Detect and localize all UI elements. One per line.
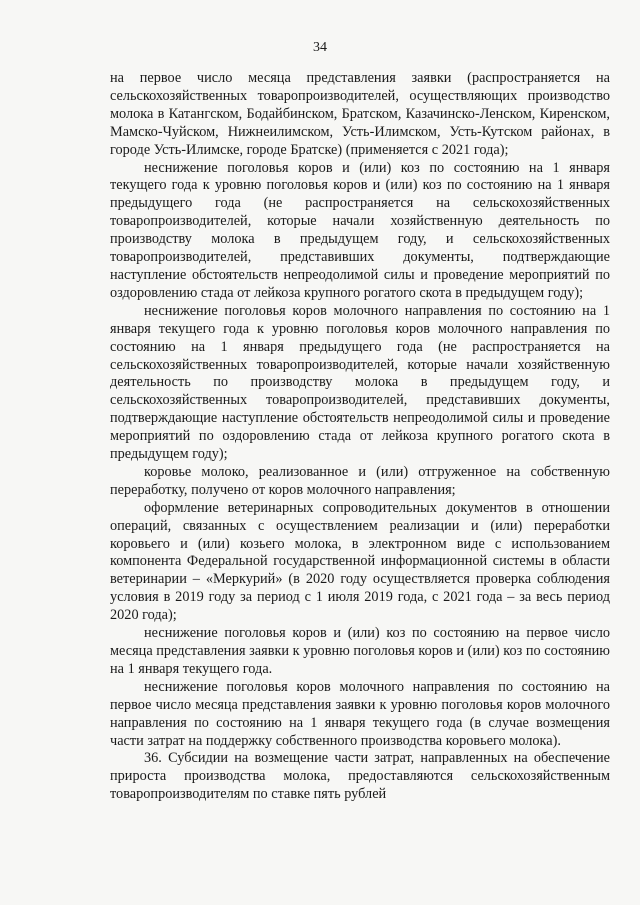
paragraph-1: на первое число месяца представления заявки (распространяется на сельскохозяйственных товаропроизводителей, осуществляющих производство молока в Катангском, Бодайбинском, Братском, Казачинско-Ленском, Киренском, Мамско-Чуйском, Нижнеилимском, Усть-Илимском, Усть-Кутском районах, в городе Усть-Илимске, городе Братске) (применяется с 2021 года);: [110, 70, 610, 158]
paragraph-6: неснижение поголовья коров и (или) коз по состоянию на первое число месяца представления заявки к уровню поголовья коров и (или) коз по состоянию на 1 января текущего года.: [110, 625, 610, 677]
paragraph-5: оформление ветеринарных сопроводительных документов в отношении операций, связанных с осуществлением реализации и (или) переработки коровьего и (или) козьего молока, в электронном виде с использованием компонента Федеральной государственной информационной системы в области ветеринарии – «Меркурий» (в 2020 году осуществляется проверка соблюдения условия в 2019 году за период с 1 июля 2019 года, с 2021 года – за весь период 2020 года);: [110, 499, 610, 624]
paragraph-2: неснижение поголовья коров и (или) коз по состоянию на 1 января текущего года к уровню поголовья коров и (или) коз по состоянию на 1 января предыдущего года (не распространяется на сельскохозяйственных товаропроизводителей, которые начали хозяйственную деятельность по производству молока в предыдущем году, и сельскохозяйственных товаропроизводителей, представивших документы, подтверждающие наступление обстоятельств непреодолимой силы и проведение мероприятий по оздоровлению стада от лейкоза крупного рогатого скота в предыдущем году);: [110, 159, 610, 301]
paragraph-4: коровье молоко, реализованное и (или) отгруженное на собственную переработку, получено от коров молочного направления;: [110, 463, 610, 498]
paragraph-3: неснижение поголовья коров молочного направления по состоянию на 1 января текущего года к уровню поголовья коров молочного направления по состоянию на 1 января предыдущего года (не распространяется на сельскохозяйственных товаропроизводителей, которые начали хозяйственную деятельность по производству молока в предыдущем году, и сельскохозяйственных товаропроизводителей, представивших документы, подтверждающие наступление обстоятельств непреодолимой силы и проведение мероприятий по оздоровлению стада от лейкоза крупного рогатого скота в предыдущем году);: [110, 302, 610, 463]
paragraph-7: неснижение поголовья коров молочного направления по состоянию на первое число месяца представления заявки к уровню поголовья коров молочного направления по состоянию на 1 января текущего года (в случае возмещения части затрат на поддержку собственного производства коровьего молока).: [110, 678, 610, 749]
page-number: 34: [313, 40, 327, 55]
paragraph-8: 36. Субсидии на возмещение части затрат, направленных на обеспечение прироста производства молока, предоставляются сельскохозяйственным товаропроизводителям по ставке пять рублей: [110, 750, 610, 803]
document-body: [110, 70, 610, 804]
